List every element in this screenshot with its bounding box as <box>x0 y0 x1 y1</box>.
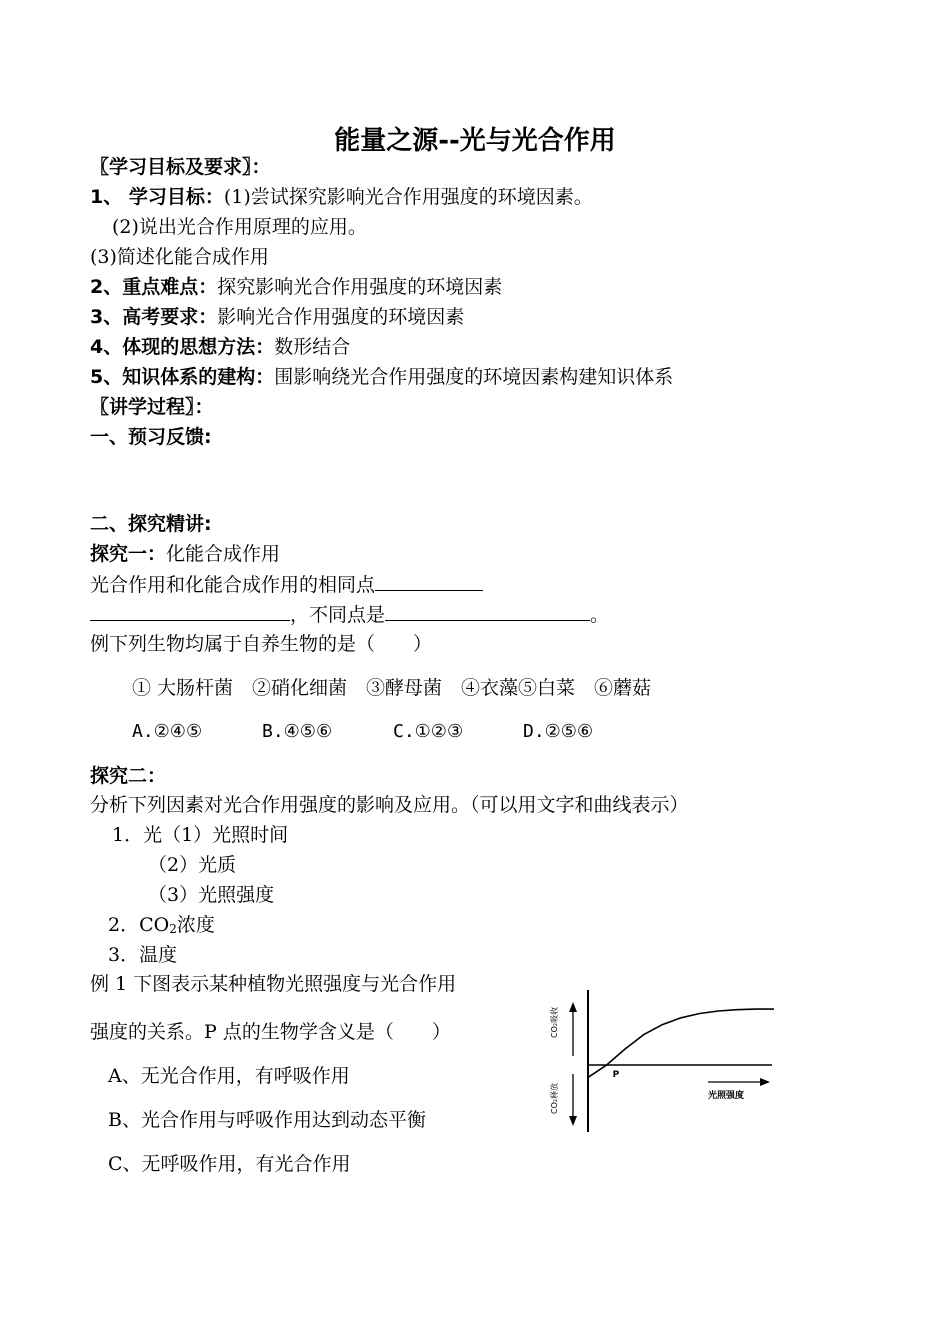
co2-release-label: CO₂释放 <box>550 1082 559 1114</box>
answer-blank-1[interactable] <box>375 572 483 591</box>
co2-release-arrow-icon <box>569 1116 577 1126</box>
goal-1-2: (2)说出光合作用原理的应用。 <box>112 216 367 238</box>
question-1-line-1 <box>90 572 483 597</box>
example-1-option-a: A、无光合作用，有呼吸作用 <box>108 1065 350 1087</box>
goal-5-text: 围影响绕光合作用强度的环境因素构建知识体系 <box>274 366 674 388</box>
compensation-point-label: P <box>612 1070 620 1080</box>
goal-2-text: 探究影响光合作用强度的环境因素 <box>217 276 503 298</box>
goal-4-label: 4、体现的思想方法： <box>90 336 275 358</box>
example-1-line-1: 例 1 下图表示某种植物光照强度与光合作用 <box>90 973 457 995</box>
goal-2-label: 2、重点难点： <box>90 276 218 298</box>
goal-5 <box>90 365 673 389</box>
light-intensity-chart <box>538 986 788 1136</box>
example-1-line-2: 强度的关系。P 点的生物学含义是（ ） <box>90 1021 451 1043</box>
option-d: D.②⑤⑥ <box>523 721 594 742</box>
section-2-heading: 二、探究精讲: <box>90 513 212 535</box>
factor-1-2: （2）光质 <box>148 854 237 876</box>
option-b: B.④⑤⑥ <box>262 721 333 742</box>
light-intensity-arrow-icon <box>760 1078 770 1086</box>
co2-uptake-arrow-icon <box>569 1002 577 1012</box>
goal-3-label: 3、高考要求： <box>90 306 218 328</box>
example-question: 例下列生物均属于自养生物的是（ ） <box>90 633 433 655</box>
factor-2-suffix: 浓度 <box>176 914 215 936</box>
goal-4 <box>90 335 350 359</box>
explore-2-label: 探究二： <box>90 765 167 787</box>
explore-2-text: 分析下列因素对光合作用强度的影响及应用。（可以用文字和曲线表示） <box>90 794 689 816</box>
factor-3: 3．温度 <box>108 944 178 966</box>
factor-1: 1．光（1）光照时间 <box>112 824 289 846</box>
goal-2 <box>90 275 502 299</box>
answer-blank-3[interactable] <box>385 602 590 621</box>
factor-1-3: （3）光照强度 <box>148 884 275 906</box>
co2-uptake-label: CO₂吸收 <box>550 1006 559 1038</box>
example-1-option-c: C、无呼吸作用，有光合作用 <box>108 1153 351 1175</box>
goal-4-text: 数形结合 <box>274 336 351 358</box>
goal-3 <box>90 305 464 329</box>
explore-1-text: 化能合成作用 <box>166 543 281 565</box>
question-1-mid: ，不同点是 <box>290 604 386 626</box>
explore-1-label: 探究一： <box>90 543 167 565</box>
factor-2-subscript: 2 <box>169 922 177 936</box>
answer-blank-2[interactable] <box>90 602 290 621</box>
goal-1-3: (3)简述化能合成作用 <box>90 246 269 268</box>
light-intensity-label: 光照强度 <box>708 1091 745 1101</box>
goal-3-text: 影响光合作用强度的环境因素 <box>217 306 465 328</box>
process-header: 〖讲学过程〗： <box>90 396 214 418</box>
option-c: C.①②③ <box>393 721 464 742</box>
question-1-line-2 <box>90 602 609 627</box>
photosynthesis-curve <box>588 1009 774 1077</box>
page-title: 能量之源--光与光合作用 <box>334 126 616 156</box>
factor-2 <box>108 913 215 941</box>
factor-2-prefix: 2．CO <box>108 914 170 936</box>
explore-1 <box>90 542 280 566</box>
goal-1-label: 1、 学习目标： <box>90 186 224 208</box>
section-1-heading: 一、预习反馈: <box>90 426 212 448</box>
goal-1 <box>90 185 593 209</box>
question-1-end: 。 <box>590 604 610 626</box>
example-1-option-b: B、光合作用与呼吸作用达到动态平衡 <box>108 1109 426 1131</box>
goals-header: 〖学习目标及要求〗： <box>90 156 271 178</box>
question-1-prefix: 光合作用和化能合成作用的相同点 <box>90 574 376 596</box>
goal-5-label: 5、知识体系的建构： <box>90 366 275 388</box>
goal-1-text: (1)尝试探究影响光合作用强度的环境因素。 <box>223 186 593 208</box>
example-items: ① 大肠杆菌 ②硝化细菌 ③酵母菌 ④衣藻⑤白菜 ⑥蘑菇 <box>132 677 652 699</box>
option-a: A.②④⑤ <box>132 721 203 742</box>
